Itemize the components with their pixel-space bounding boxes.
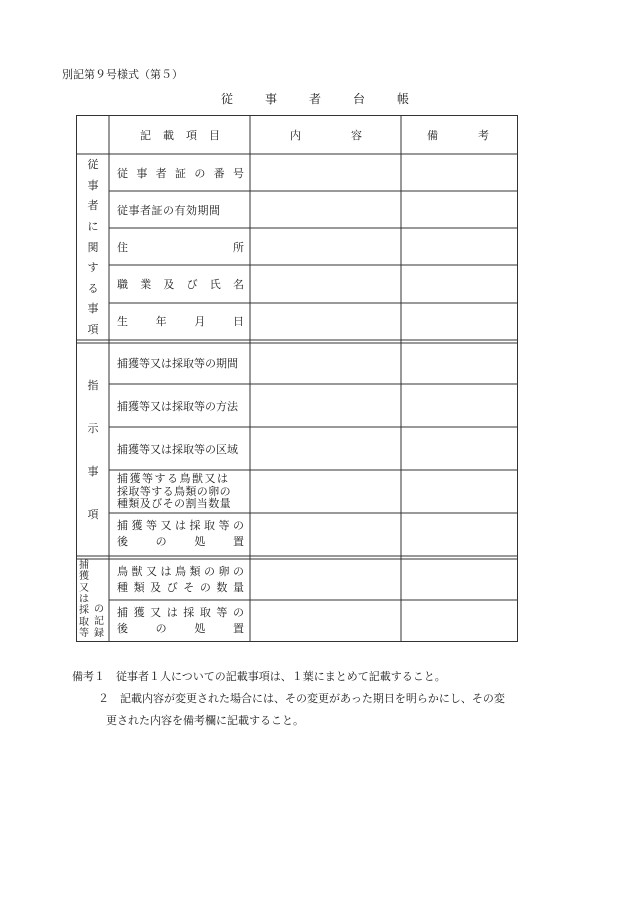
row-capture-method: 捕獲等又は採取等の方法 xyxy=(117,400,238,413)
title-char: 者 xyxy=(308,92,321,106)
title-char: 台 xyxy=(353,92,366,106)
remarks-cell[interactable] xyxy=(402,155,517,191)
row-post-capture-disposal-record: 捕 獲 又 は 採 取 等 の 後 の 処 置 xyxy=(117,606,244,635)
title-char: 従 xyxy=(220,92,233,106)
header-item: 記 載 項 目 xyxy=(140,129,220,142)
header-content: 内 容 xyxy=(290,129,362,142)
title-char: 帳 xyxy=(397,92,410,106)
row-species-allotment: 捕獲等する鳥獣又は 採取等する鳥類の卵の 種類及びその割当数量 xyxy=(117,472,231,510)
content-cell[interactable] xyxy=(251,155,400,191)
row-occupation-name: 職 業 及 び 氏 名 xyxy=(117,278,244,291)
notes xyxy=(72,666,542,732)
title-char: 事 xyxy=(264,92,277,106)
row-certificate-validity: 従事者証の有効期間 xyxy=(117,204,221,217)
row-address: 住 所 xyxy=(117,241,244,254)
section-label-instructions: 指 示 事 項 xyxy=(87,379,99,521)
row-birthdate: 生 年 月 日 xyxy=(117,315,244,328)
table-grid xyxy=(76,115,518,642)
page-title xyxy=(0,90,630,107)
section-label-capture-record: 捕 獲 又 は 採 取 等 xyxy=(79,560,89,639)
note-2-line2: 更された内容を備考欄に記載すること。 xyxy=(106,714,304,727)
header-remarks: 備 考 xyxy=(427,129,489,142)
section-label-employee: 従 事 者 に 関 す る 事 項 xyxy=(87,158,99,336)
row-species-quantity: 鳥 獣 又 は 鳥 類 の 卵 の 種 類 及 び そ の 数 量 xyxy=(117,565,244,594)
row-capture-period: 捕獲等又は採取等の期間 xyxy=(117,357,238,370)
row-certificate-number: 従 事 者 証 の 番 号 xyxy=(117,167,244,180)
row-post-capture-disposal: 捕 獲 等 又 は 採 取 等 の 後 の 処 置 xyxy=(117,519,244,548)
section-label-capture-record-2: の 記 録 xyxy=(94,604,104,639)
note-1: 備考１ 従事者１人についての記載事項は、１葉にまとめて記載すること。 xyxy=(72,670,446,683)
form-number: 別記第９号様式（第５） xyxy=(62,68,183,81)
ledger-table xyxy=(76,115,518,642)
row-capture-area: 捕獲等又は採取等の区域 xyxy=(117,443,238,456)
note-2-line1: ２ 記載内容が変更された場合には、その変更があった期日を明らかにし、その変 xyxy=(98,692,505,705)
